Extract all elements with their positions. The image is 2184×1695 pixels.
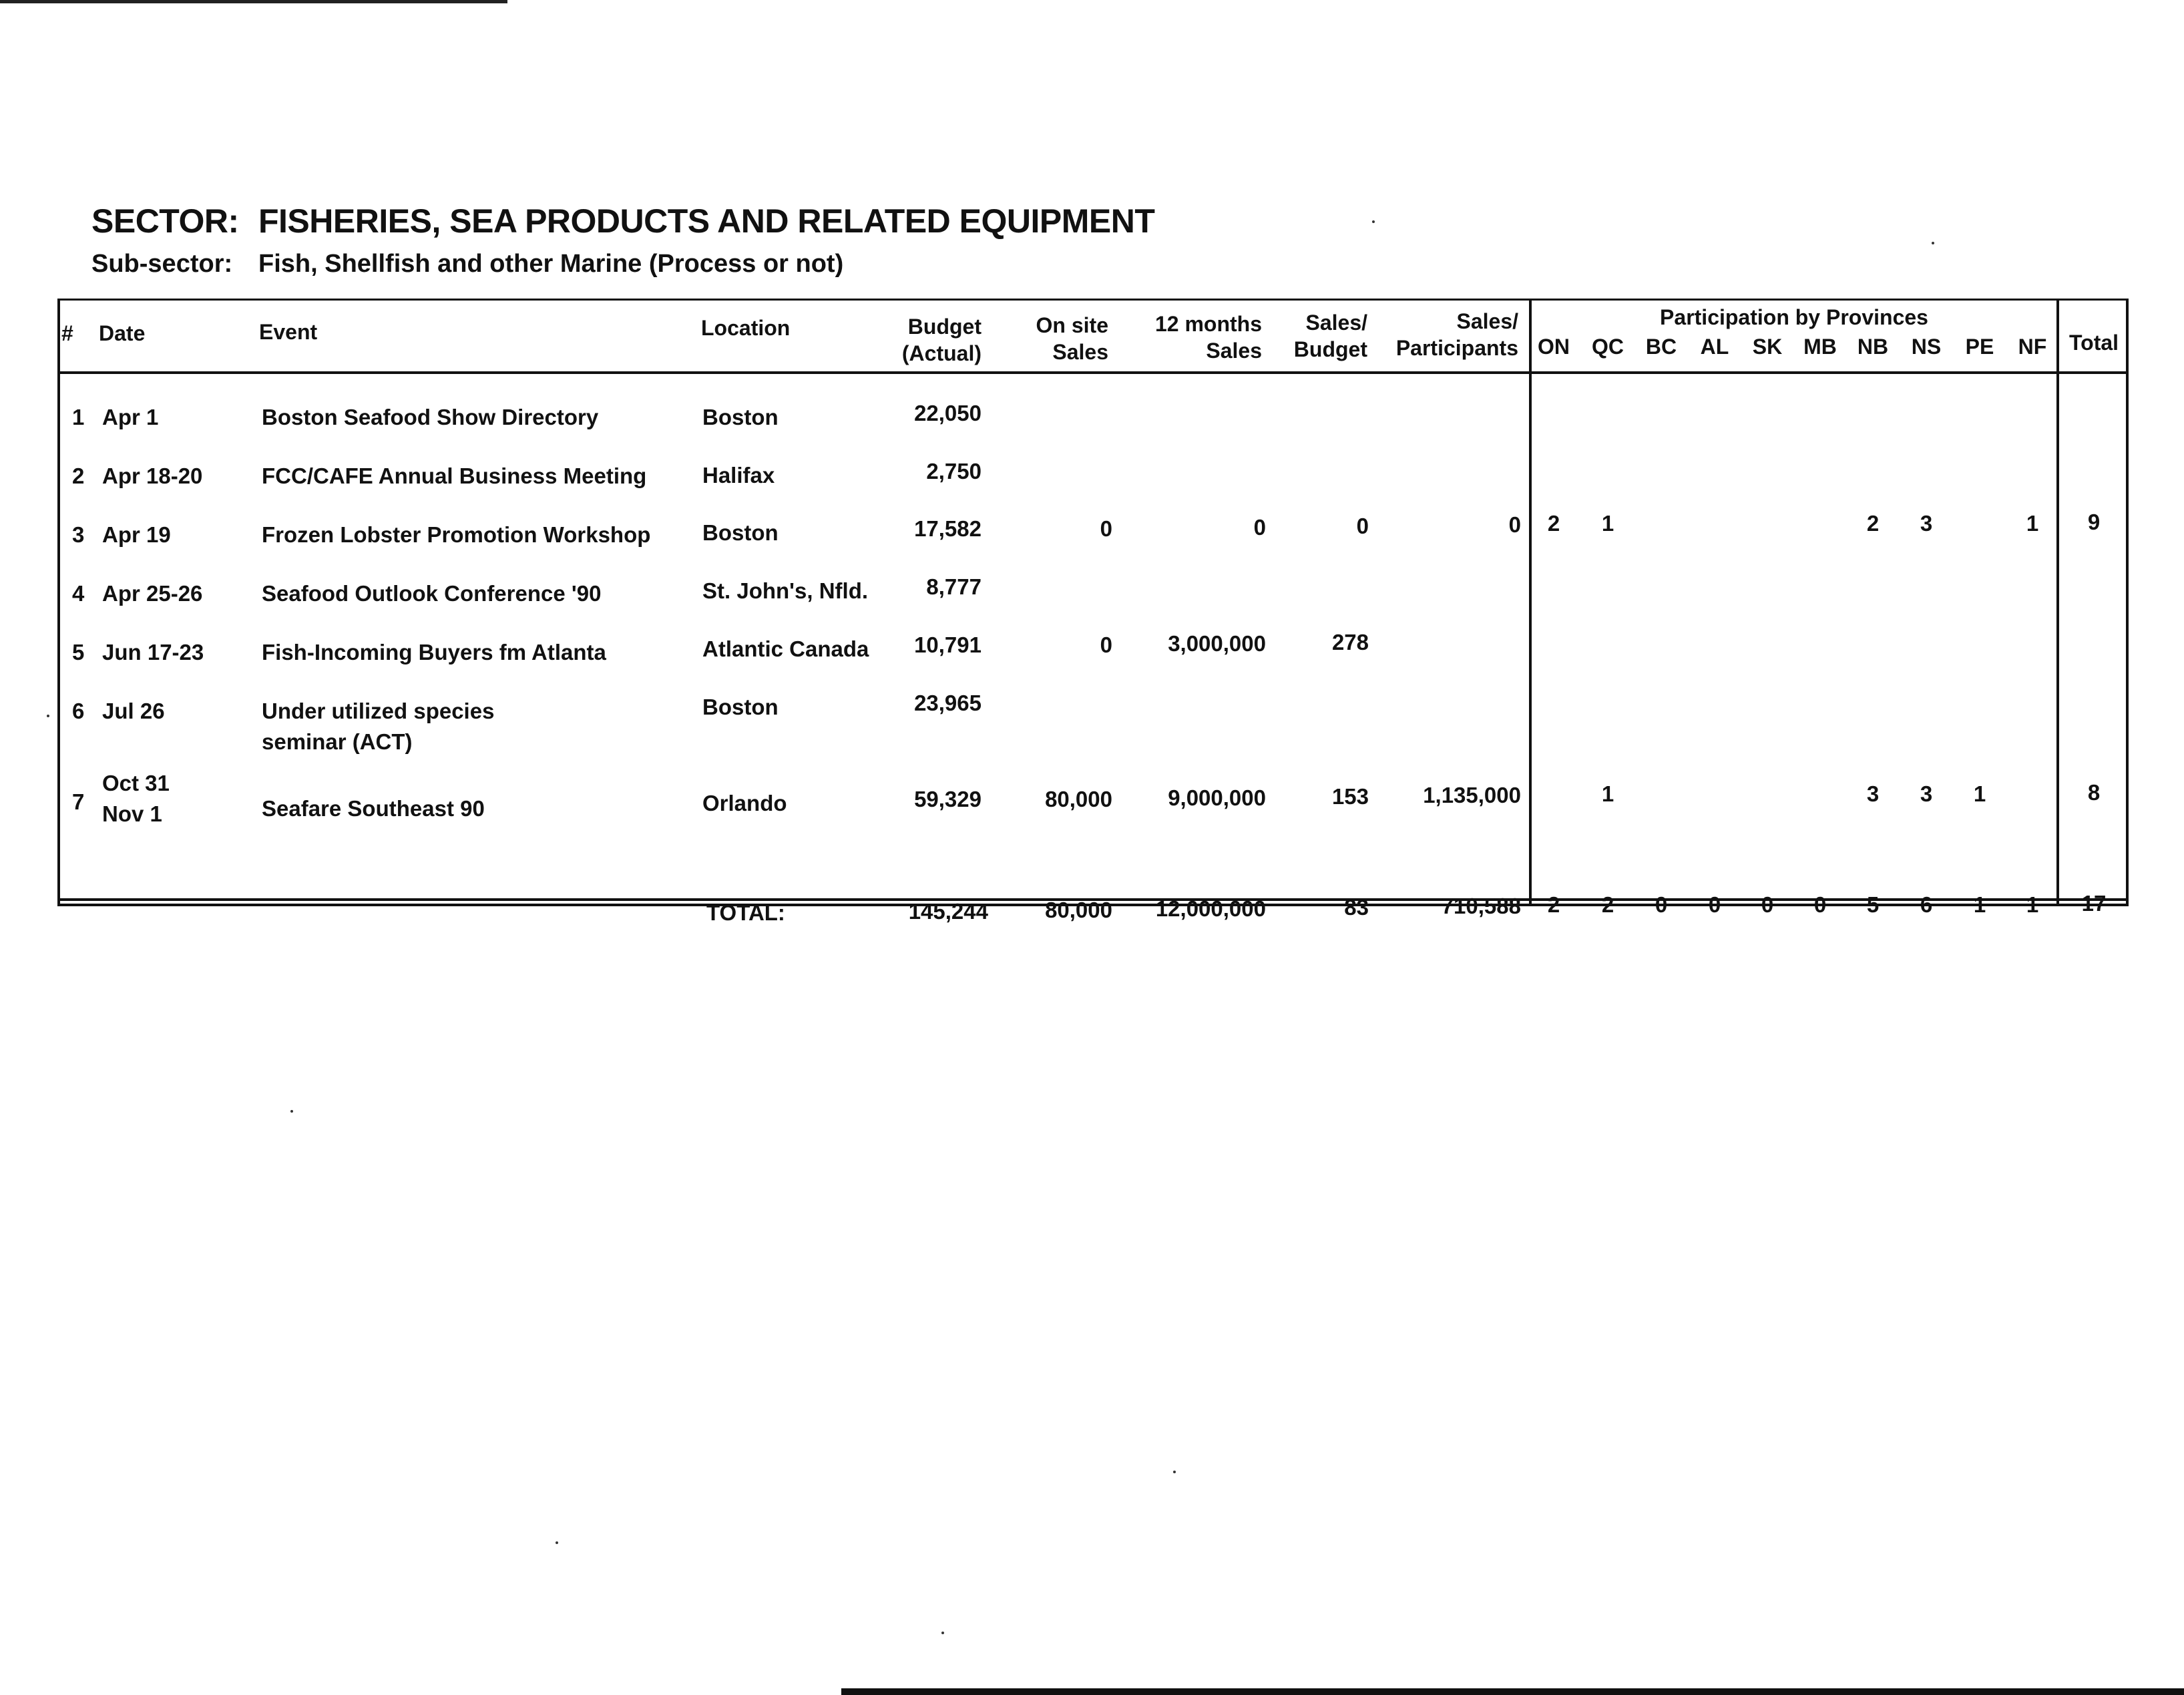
row-date: Apr 18-20 — [102, 463, 203, 488]
row-province-nb: 2 — [1866, 511, 1880, 536]
subsector-label: Sub-sector: — [91, 250, 233, 278]
row-province-nb: 3 — [1866, 781, 1880, 806]
row-location: St. John's, Nfld. — [702, 578, 869, 603]
row-budget: 10,791 — [914, 632, 981, 657]
header-budget-actual: (Actual) — [901, 341, 981, 365]
row-event: Fish-Incoming Buyers fm Atlanta — [262, 640, 606, 665]
totals-province-ns: 6 — [1920, 892, 1933, 917]
row-onsite-sales: 0 — [1100, 632, 1112, 657]
row-budget: 8,777 — [926, 574, 981, 599]
row-date: Apr 1 — [102, 405, 159, 429]
row-event: Under utilized species — [262, 699, 495, 723]
row-event: Seafare Southeast 90 — [262, 796, 485, 821]
row-event: Frozen Lobster Promotion Workshop — [262, 522, 651, 547]
row-budget: 17,582 — [914, 516, 981, 541]
header-province-sk: SK — [1752, 335, 1783, 359]
row-total: 8 — [2087, 780, 2101, 805]
scan-speck — [941, 1632, 944, 1634]
header-onsite-sales: Sales — [1052, 340, 1108, 364]
row-date: Jun 17-23 — [102, 640, 204, 665]
row-province-ns: 3 — [1920, 781, 1933, 806]
row-number: 7 — [72, 789, 85, 814]
row-event: FCC/CAFE Annual Business Meeting — [262, 463, 647, 488]
header-sales-participants: Sales/ — [1456, 309, 1518, 333]
totals-sales-participants: 710,588 — [1441, 894, 1521, 918]
header-participation-by-provinces: Participation by Provinces — [1660, 305, 1928, 329]
header-sales-budget-2: Budget — [1293, 337, 1367, 361]
header-12-months-sales: Sales — [1206, 339, 1262, 363]
row-location: Boston — [702, 405, 779, 429]
row-budget: 23,965 — [914, 691, 981, 715]
scan-speck — [290, 1110, 293, 1113]
row-province-nf: 1 — [2026, 511, 2039, 536]
header-province-on: ON — [1538, 335, 1570, 359]
header-date: Date — [99, 321, 146, 345]
totals-province-nb: 5 — [1866, 892, 1880, 917]
totals-province-pe: 1 — [1973, 892, 1986, 917]
subsector-value: Fish, Shellfish and other Marine (Process or not) — [258, 250, 844, 278]
totals-province-sk: 0 — [1761, 892, 1774, 917]
row-event: Seafood Outlook Conference '90 — [262, 581, 602, 606]
header-onsite: On site — [1036, 313, 1108, 337]
row-province-qc: 1 — [1601, 781, 1614, 806]
row-date: Apr 25-26 — [102, 581, 203, 606]
row-location: Boston — [702, 695, 779, 719]
scan-speck — [556, 1541, 558, 1544]
row-number: 2 — [72, 463, 85, 488]
subsector-title — [91, 250, 843, 278]
row-location: Atlantic Canada — [702, 636, 869, 661]
scan-edge-top — [0, 0, 507, 3]
header-sales-participants-2: Participants — [1395, 336, 1518, 360]
row-sales-participants: 0 — [1508, 512, 1521, 537]
row-province-pe: 1 — [1973, 781, 1986, 806]
row-budget: 22,050 — [914, 401, 981, 425]
total-divider — [2056, 299, 2059, 906]
totals-province-on: 2 — [1547, 892, 1560, 917]
row-date: Jul 26 — [102, 699, 165, 723]
header-province-bc: BC — [1645, 335, 1677, 359]
row-province-on: 2 — [1547, 511, 1560, 536]
row-date: Oct 31 — [102, 771, 170, 795]
row-sales-participants: 1,135,000 — [1423, 783, 1521, 807]
row-date: Nov 1 — [102, 801, 162, 826]
totals-sales-budget: 83 — [1344, 895, 1369, 920]
header-sales-budget: Sales/ — [1305, 311, 1367, 335]
sector-label: SECTOR: — [91, 202, 239, 240]
header-rule — [57, 371, 2129, 374]
scan-speck — [1932, 242, 1934, 244]
header-province-ns: NS — [1911, 335, 1942, 359]
totals-12-months-sales: 12,000,000 — [1155, 896, 1266, 921]
row-onsite-sales: 80,000 — [1045, 787, 1112, 811]
header-province-qc: QC — [1592, 335, 1624, 359]
row-12-months-sales: 0 — [1253, 515, 1266, 540]
scan-edge-bottom — [841, 1688, 2184, 1695]
row-number: 4 — [72, 581, 85, 606]
row-location: Halifax — [702, 463, 775, 488]
header-province-nb: NB — [1857, 335, 1889, 359]
row-sales-budget: 0 — [1356, 514, 1369, 538]
totals-province-mb: 0 — [1813, 892, 1827, 917]
row-number: 3 — [72, 522, 85, 547]
totals-province-al: 0 — [1708, 892, 1721, 917]
header-province-pe: PE — [1965, 335, 1994, 359]
totals-label: TOTAL: — [706, 900, 785, 925]
scan-speck — [1173, 1471, 1176, 1473]
totals-onsite-sales: 80,000 — [1045, 898, 1112, 922]
totals-budget: 145,244 — [908, 899, 988, 924]
row-date: Apr 19 — [102, 522, 171, 547]
totals-total: 17 — [2081, 891, 2107, 916]
row-location: Orlando — [702, 791, 787, 815]
totals-province-qc: 2 — [1601, 892, 1614, 917]
row-province-ns: 3 — [1920, 511, 1933, 536]
totals-province-nf: 1 — [2026, 892, 2039, 917]
row-event: seminar (ACT) — [262, 729, 413, 754]
row-budget: 2,750 — [926, 459, 981, 484]
sector-title — [91, 202, 1154, 240]
row-12-months-sales: 3,000,000 — [1168, 631, 1266, 656]
row-province-qc: 1 — [1601, 511, 1614, 536]
header-number: # — [61, 321, 73, 345]
scan-speck — [1372, 220, 1375, 223]
row-total: 9 — [2087, 510, 2101, 534]
provinces-divider — [1529, 299, 1532, 906]
header-budget: Budget — [907, 315, 981, 339]
scan-speck — [47, 715, 49, 717]
row-number: 1 — [72, 405, 85, 429]
row-sales-budget: 153 — [1331, 784, 1369, 809]
header-location: Location — [701, 316, 791, 340]
row-12-months-sales: 9,000,000 — [1168, 785, 1266, 810]
row-onsite-sales: 0 — [1100, 516, 1112, 541]
totals-province-bc: 0 — [1655, 892, 1668, 917]
header-province-al: AL — [1700, 335, 1729, 359]
header-province-nf: NF — [2018, 335, 2047, 359]
header-province-mb: MB — [1803, 335, 1837, 359]
header-12-months: 12 months — [1154, 312, 1262, 336]
row-number: 6 — [72, 699, 85, 723]
header-event: Event — [259, 320, 318, 344]
sector-value: FISHERIES, SEA PRODUCTS AND RELATED EQUIPMENT — [258, 202, 1155, 240]
row-event: Boston Seafood Show Directory — [262, 405, 599, 429]
row-number: 5 — [72, 640, 85, 665]
header-total: Total — [2068, 331, 2119, 355]
row-location: Boston — [702, 520, 779, 545]
row-sales-budget: 278 — [1331, 630, 1369, 654]
row-budget: 59,329 — [914, 787, 981, 811]
